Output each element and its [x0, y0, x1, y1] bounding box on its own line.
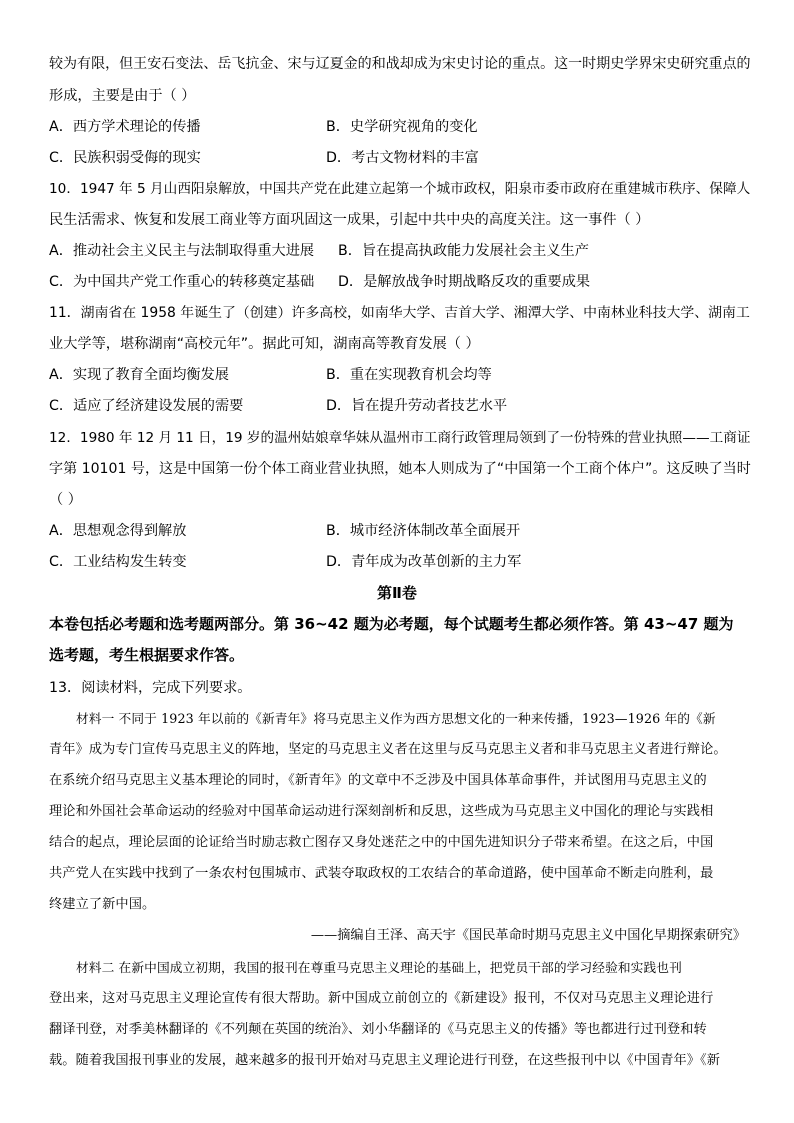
q10-line-2: 民生活需求、恢复和发展工商业等方面巩固这一成果，引起中共中央的高度关注。这一事件（ ）: [49, 212, 650, 228]
q10-option-c[interactable]: C．为中国共产党工作重心的转移奠定基础: [49, 274, 315, 290]
material1-line-5: 结合的起点，理论层面的论证给当时励志救亡图存又身处迷茫之中的中国先进知识分子带来希望。在这之后，中国: [49, 835, 714, 850]
q10-option-b[interactable]: B．旨在提高执政能力发展社会主义生产: [338, 243, 589, 259]
q9-line-2: 形成，主要是由于（ ）: [49, 88, 196, 104]
q11-line-2: 业大学等，堪称湖南“高校元年”。据此可知，湖南高等教育发展（ ）: [49, 336, 480, 352]
q13-stem: 13．阅读材料，完成下列要求。: [49, 680, 252, 696]
q12-option-c[interactable]: C．工业结构发生转变: [49, 554, 187, 570]
q9-option-a[interactable]: A．西方学术理论的传播: [49, 119, 201, 135]
material2-line-1: 材料二 在新中国成立初期，我国的报刊在尊重马克思主义理论的基础上，把党员干部的学习经验和实践也刊: [76, 960, 682, 975]
q12-line-1: 12．1980 年 12 月 11 日，19 岁的温州姑娘章华妹从温州市工商行政管理局领到了一份特殊的营业执照——工商证: [49, 430, 751, 446]
q12-line-2: 字第 10101 号，这是中国第一份个体工商业营业执照，她本人则成为了“中国第一个工商个体户”。这反映了当时: [49, 461, 751, 477]
material2-line-3: 翻译刊登，对季美林翻译的《不列颠在英国的统治》、刘小华翻译的《马克思主义的传播》等也都进行过刊登和转: [49, 1022, 707, 1037]
q12-option-b[interactable]: B．城市经济体制改革全面展开: [326, 523, 521, 539]
q9-option-b[interactable]: B．史学研究视角的变化: [326, 119, 478, 135]
section-title: 第Ⅱ卷: [377, 584, 417, 602]
q11-option-c[interactable]: C．适应了经济建设发展的需要: [49, 398, 244, 414]
material2-line-4: 载。随着我国报刊事业的发展，越来越多的报刊开始对马克思主义理论进行刊登，在这些报刊中以《中国青年》《新: [49, 1053, 721, 1068]
material1-line-3: 在系统介绍马克思主义基本理论的同时，《新青年》的文章中不乏涉及中国具体革命事件，并试图用马克思主义的: [49, 773, 707, 788]
material1-line-4: 理论和外国社会革命运动的经验对中国革命运动进行深刻剖析和反思，这些成为马克思主义中国化的理论与实践相: [49, 804, 714, 819]
q11-option-a[interactable]: A．实现了教育全面均衡发展: [49, 367, 229, 383]
material2-line-2: 登出来，这对马克思主义理论宣传有很大帮助。新中国成立前创立的《新建设》报刊，不仅对马克思主义理论进行: [49, 991, 714, 1006]
q11-line-1: 11．湖南省在 1958 年诞生了（创建）许多高校，如南华大学、吉首大学、湘潭大学、中南林业科技大学、湖南工: [49, 305, 750, 321]
material1-line-2: 青年》成为专门宣传马克思主义的阵地，坚定的马克思主义者在这里与反马克思主义者和非马克思主义者进行辩论。: [49, 742, 727, 757]
section-instructions-line-2: 选考题，考生根据要求作答。: [49, 646, 245, 664]
q10-option-d[interactable]: D．是解放战争时期战略反攻的重要成果: [338, 274, 591, 290]
q12-option-a[interactable]: A．思想观念得到解放: [49, 523, 187, 539]
material1-line-1: 材料一 不同于 1923 年以前的《新青年》将马克思主义作为西方思想文化的一种来传播，1923—1926 年的《新: [76, 711, 716, 726]
q11-option-b[interactable]: B．重在实现教育机会均等: [326, 367, 492, 383]
q9-line-1: 较为有限，但王安石变法、岳飞抗金、宋与辽夏金的和战却成为宋史讨论的重点。这一时期史学界宋史研究重点的: [49, 56, 751, 72]
q10-option-a[interactable]: A．推动社会主义民主与法制取得重大进展: [49, 243, 315, 259]
q10-line-1: 10．1947 年 5 月山西阳泉解放，中国共产党在此建立起第一个城市政权，阳泉市委市政府在重建城市秩序、保障人: [49, 181, 751, 197]
q9-option-c[interactable]: C．民族积弱受侮的现实: [49, 150, 201, 166]
section-instructions-line-1: 本卷包括必考题和选考题两部分。第 36~42 题为必考题，每个试题考生都必须作答。第 43~47 题为: [49, 615, 734, 633]
material1-line-7: 终建立了新中国。: [49, 897, 156, 912]
q12-line-3: （ ）: [49, 492, 82, 508]
q11-option-d[interactable]: D．旨在提升劳动者技艺水平: [326, 398, 508, 414]
material1-source: ——摘编自王泽、高天宇《国民革命时期马克思主义中国化早期探索研究》: [310, 928, 746, 943]
q12-option-d[interactable]: D．青年成为改革创新的主力军: [326, 554, 522, 570]
material1-line-6: 共产党人在实践中找到了一条农村包围城市、武装夺取政权的工农结合的革命道路，使中国革命不断走向胜利，最: [49, 866, 714, 881]
q9-option-d[interactable]: D．考古文物材料的丰富: [326, 150, 479, 166]
